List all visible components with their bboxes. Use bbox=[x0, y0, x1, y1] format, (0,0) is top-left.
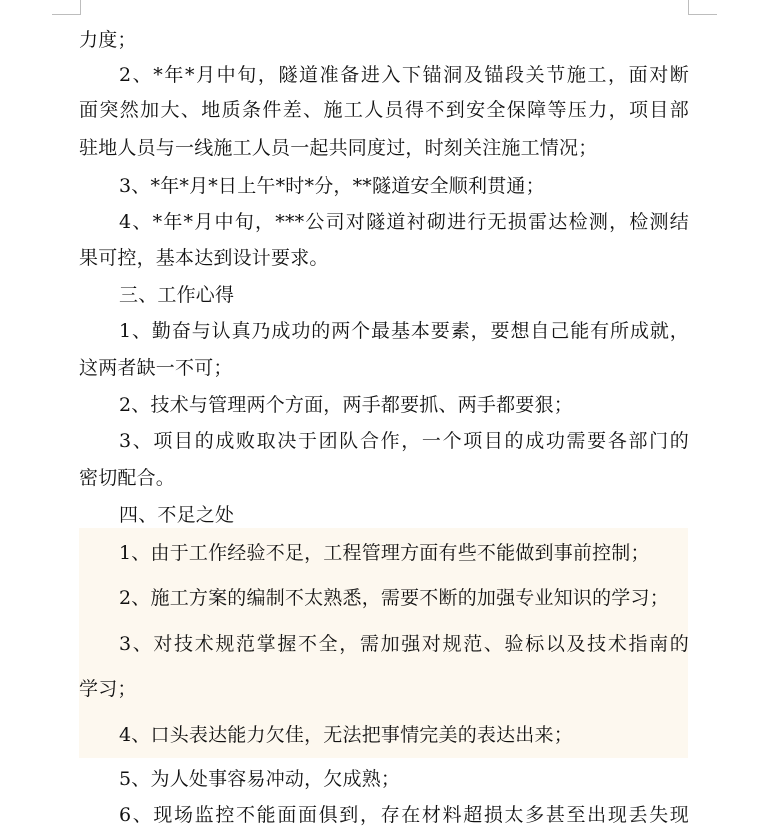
text-line: 驻地人员与一线施工人员一起共同度过，时刻关注施工情况； bbox=[79, 137, 598, 159]
text-line: 果可控，基本达到设计要求。 bbox=[79, 247, 329, 269]
text-line: 6、现场监控不能面面俱到，存在材料超损太多甚至出现丢失现 bbox=[119, 804, 689, 826]
text-line: 3、对技术规范掌握不全，需加强对规范、验标以及技术指南的 bbox=[119, 633, 689, 655]
section-heading: 四、不足之处 bbox=[119, 504, 235, 526]
text-line: 学习； bbox=[79, 678, 137, 700]
text-line: 1、由于工作经验不足，工程管理方面有些不能做到事前控制； bbox=[119, 542, 650, 564]
text-line: 2、施工方案的编制不太熟悉，需要不断的加强专业知识的学习； bbox=[119, 587, 669, 609]
text-line: 4、*年*月中旬，***公司对隧道衬砌进行无损雷达检测，检测结 bbox=[119, 211, 689, 233]
text-line: 这两者缺一不可； bbox=[79, 357, 233, 379]
text-line: 面突然加大、地质条件差、施工人员得不到安全保障等压力，项目部 bbox=[79, 99, 689, 121]
section-heading: 三、工作心得 bbox=[119, 284, 235, 306]
text-line: 4、口头表达能力欠佳，无法把事情完美的表达出来； bbox=[119, 724, 573, 746]
page-corner-mark-left bbox=[52, 0, 81, 15]
text-line: 5、为人处事容易冲动，欠成熟； bbox=[119, 768, 401, 790]
text-line: 密切配合。 bbox=[79, 467, 176, 489]
text-line: 力度； bbox=[79, 29, 137, 51]
text-line: 2、*年*月中旬，隧道准备进入下锚洞及锚段关节施工，面对断 bbox=[119, 64, 689, 86]
page-corner-mark-right bbox=[688, 0, 717, 15]
text-line: 1、勤奋与认真乃成功的两个最基本要素，要想自己能有所成就， bbox=[119, 320, 689, 342]
text-line: 3、项目的成败取决于团队合作，一个项目的成功需要各部门的 bbox=[119, 430, 689, 452]
text-line: 3、*年*月*日上午*时*分，**隧道安全顺利贯通； bbox=[119, 175, 545, 197]
text-line: 2、技术与管理两个方面，两手都要抓、两手都要狠； bbox=[119, 394, 573, 416]
